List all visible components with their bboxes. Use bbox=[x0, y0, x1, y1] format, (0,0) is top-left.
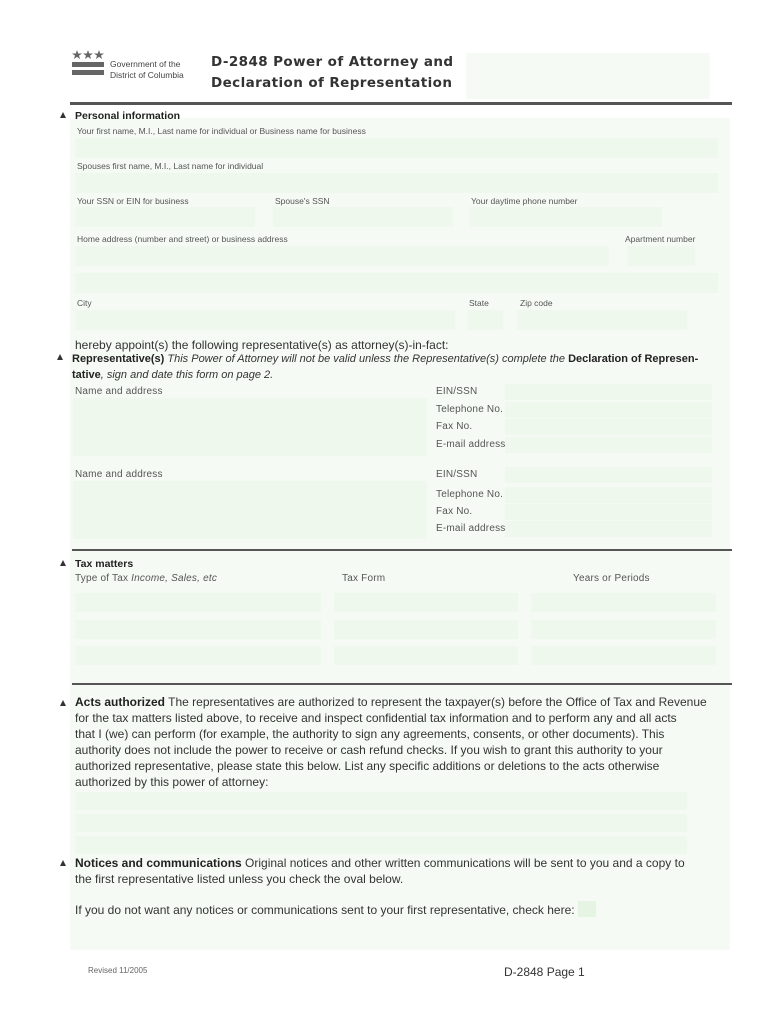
acts-line2: for the tax matters listed above, to receive and inspect confidential tax information and to perform any and all acts bbox=[75, 711, 677, 725]
notices-check-text: If you do not want any notices or communications sent to your first representative, check here: bbox=[75, 903, 575, 917]
representatives-note-bold2: tative bbox=[72, 369, 101, 381]
tax-form-field-3[interactable] bbox=[334, 646, 518, 665]
rep1-ein-field[interactable] bbox=[505, 384, 712, 400]
dc-logo bbox=[72, 50, 104, 76]
acts-heading: Acts authorized bbox=[75, 695, 166, 709]
ssn-field[interactable] bbox=[75, 207, 255, 227]
rep1-email-label: E-mail address bbox=[436, 439, 506, 450]
representatives-note-bold: Declaration of Represen- bbox=[568, 353, 699, 365]
rep1-fax-label: Fax No. bbox=[436, 421, 473, 432]
rep2-email-label: E-mail address bbox=[436, 523, 506, 534]
tax-type-field-3[interactable] bbox=[75, 646, 321, 665]
rep2-email-field[interactable] bbox=[505, 521, 712, 537]
rep2-ein-field[interactable] bbox=[505, 467, 712, 483]
notices-heading: Notices and communications bbox=[75, 856, 242, 870]
rep2-fax-field[interactable] bbox=[505, 504, 712, 520]
rep1-ein-label: EIN/SSN bbox=[436, 386, 478, 397]
tax-form-label: Tax Form bbox=[342, 573, 386, 584]
acts-line1-wrap bbox=[75, 694, 735, 710]
agency-line2: District of Columbia bbox=[110, 70, 184, 80]
tax-form-field-1[interactable] bbox=[334, 593, 518, 612]
acts-field-1[interactable] bbox=[75, 792, 687, 810]
tax-years-label: Years or Periods bbox=[573, 573, 650, 584]
zip-label: Zip code bbox=[520, 298, 553, 308]
spouse-label: Spouses first name, M.I., Last name for individual bbox=[77, 161, 264, 171]
tax-rule bbox=[72, 549, 732, 551]
acts-line4: authority does not include the power to receive or cash refund checks. If you wish to grant this authority to your bbox=[75, 743, 663, 757]
tax-type-text: Type of Tax bbox=[75, 573, 129, 584]
rep2-name-field[interactable] bbox=[73, 481, 427, 539]
tax-form-field-2[interactable] bbox=[334, 620, 518, 639]
acts-rule bbox=[72, 683, 732, 685]
rep1-email-field[interactable] bbox=[505, 437, 712, 453]
name-field[interactable] bbox=[75, 138, 718, 158]
rep2-fax-label: Fax No. bbox=[436, 506, 473, 517]
tax-heading: Tax matters bbox=[75, 558, 134, 570]
notices-checkbox[interactable] bbox=[578, 901, 596, 917]
apt-field[interactable] bbox=[627, 246, 695, 266]
state-label: State bbox=[469, 298, 489, 308]
apt-label: Apartment number bbox=[625, 234, 696, 244]
rep1-name-label: Name and address bbox=[75, 386, 163, 397]
notices-line1-wrap bbox=[75, 855, 735, 871]
notices-line1: Original notices and other written communications will be sent to you and a copy to bbox=[245, 856, 685, 870]
spouse-name-field[interactable] bbox=[75, 173, 718, 193]
triangle-icon bbox=[60, 700, 66, 706]
triangle-icon bbox=[60, 112, 66, 118]
name-label: Your first name, M.I., Last name for individual or Business name for business bbox=[77, 126, 366, 136]
appoint-text: hereby appoint(s) the following representative(s) as attorney(s)-in-fact: bbox=[75, 338, 449, 352]
acts-line3: that I (we) can perform (for example, the authority to sign any agreements, consents, or other documents). This bbox=[75, 727, 665, 741]
acts-line5: authorized representative, please state this below. List any specific additions or deletions to the acts otherwise bbox=[75, 759, 660, 773]
acts-line1: The representatives are authorized to represent the taxpayer(s) before the Office of Tax and Revenue bbox=[168, 695, 707, 709]
address-field-2[interactable] bbox=[75, 273, 718, 293]
state-field[interactable] bbox=[467, 310, 503, 330]
city-label: City bbox=[77, 298, 92, 308]
agency-line1: Government of the bbox=[110, 59, 181, 69]
tax-type-field-2[interactable] bbox=[75, 620, 321, 639]
rep1-tel-label: Telephone No. bbox=[436, 404, 504, 415]
revised-date: Revised 11/2005 bbox=[88, 966, 148, 975]
header-rule bbox=[70, 102, 732, 105]
page-title bbox=[211, 52, 453, 94]
tax-years-field-1[interactable] bbox=[531, 593, 716, 612]
spouse-ssn-label: Spouse's SSN bbox=[275, 196, 330, 206]
page-number: D-2848 Page 1 bbox=[504, 965, 585, 979]
acts-line6: authorized by this power of attorney: bbox=[75, 775, 269, 789]
rep1-fax-field[interactable] bbox=[505, 419, 712, 435]
tax-years-field-3[interactable] bbox=[531, 646, 716, 665]
acts-field-2[interactable] bbox=[75, 814, 687, 832]
representatives-note: This Power of Attorney will not be valid unless the Representative(s) complete the bbox=[167, 353, 566, 365]
address-label: Home address (number and street) or business address bbox=[77, 234, 288, 244]
rep1-name-field[interactable] bbox=[73, 398, 427, 456]
rep2-tel-label: Telephone No. bbox=[436, 489, 504, 500]
rep1-tel-field[interactable] bbox=[505, 402, 712, 418]
spouse-ssn-field[interactable] bbox=[273, 207, 453, 227]
representatives-heading: Representative(s) bbox=[72, 353, 165, 365]
notices-line2: the first representative listed unless you check the oval below. bbox=[75, 872, 404, 886]
representatives-note-end: , sign and date this form on page 2. bbox=[100, 369, 274, 381]
tax-type-field-1[interactable] bbox=[75, 593, 321, 612]
tax-type-example: Income, Sales, etc bbox=[131, 573, 218, 584]
tax-type-label bbox=[75, 573, 217, 584]
rep2-ein-label: EIN/SSN bbox=[436, 469, 478, 480]
acts-field-3[interactable] bbox=[75, 836, 687, 854]
notices-text bbox=[75, 855, 735, 887]
title-line2: Declaration of Representation bbox=[211, 75, 453, 91]
city-field[interactable] bbox=[75, 310, 455, 330]
phone-label: Your daytime phone number bbox=[471, 196, 578, 206]
ssn-label: Your SSN or EIN for business bbox=[77, 196, 189, 206]
rep2-name-label: Name and address bbox=[75, 469, 163, 480]
triangle-icon bbox=[57, 354, 63, 360]
triangle-icon bbox=[60, 560, 66, 566]
acts-text bbox=[75, 694, 735, 790]
representatives-section bbox=[72, 351, 732, 383]
address-field[interactable] bbox=[75, 246, 609, 266]
title-line1: D-2848 Power of Attorney and bbox=[211, 54, 454, 70]
phone-field[interactable] bbox=[469, 207, 662, 227]
office-use-box bbox=[466, 53, 710, 99]
personal-heading: Personal information bbox=[75, 110, 181, 122]
rep2-tel-field[interactable] bbox=[505, 487, 712, 503]
zip-field[interactable] bbox=[517, 310, 687, 330]
triangle-icon bbox=[60, 860, 66, 866]
tax-years-field-2[interactable] bbox=[531, 620, 716, 639]
